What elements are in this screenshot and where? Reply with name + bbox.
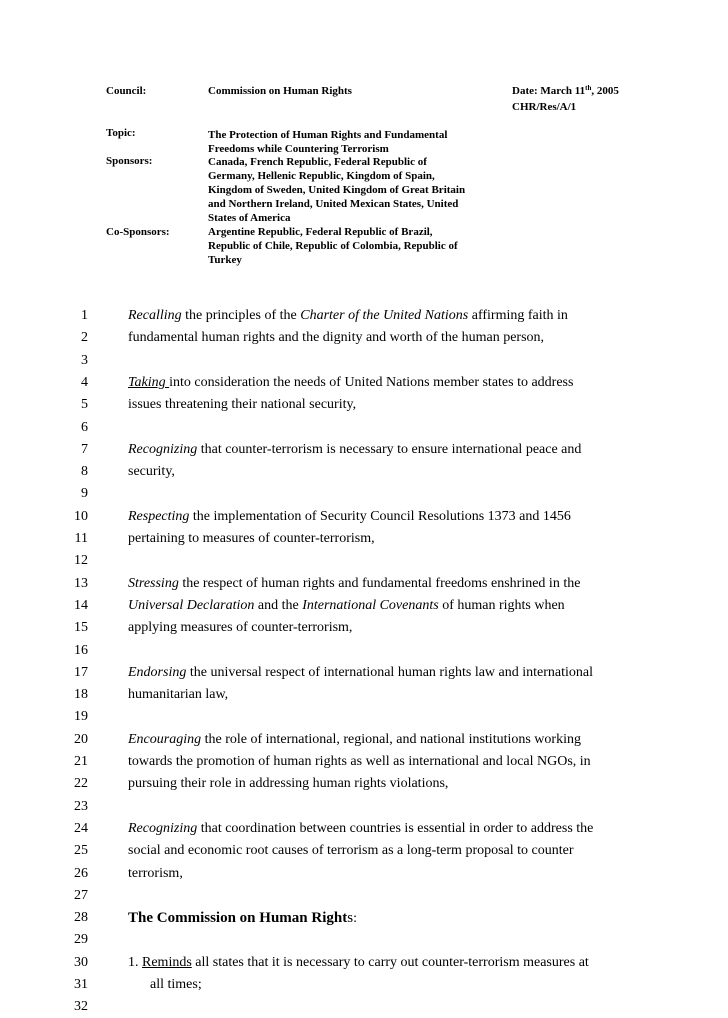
line-number: 20: [74, 732, 88, 747]
line-number: 29: [74, 932, 88, 947]
sponsors-line: Germany, Hellenic Republic, Kingdom of Spain,: [208, 170, 435, 182]
doc-line: [0, 417, 728, 439]
line-number: 9: [81, 486, 88, 501]
line-number: 13: [74, 576, 88, 591]
doc-line: [0, 617, 728, 639]
cosponsors-line: Turkey: [208, 254, 242, 266]
clause-text: pursuing their role in addressing human rights violations,: [128, 776, 449, 791]
line-number: 19: [74, 709, 88, 724]
line-number: 4: [81, 375, 88, 390]
doc-line: [0, 840, 728, 862]
line-number: 30: [74, 955, 88, 970]
clause-text: Encouraging the role of international, regional, and national institutions working: [128, 732, 581, 747]
doc-line: [0, 907, 728, 929]
clause-text: Recalling the principles of the Charter of the United Nations affirming faith in: [128, 308, 568, 323]
line-number: 32: [74, 999, 88, 1014]
doc-line: [0, 461, 728, 483]
doc-line: [0, 439, 728, 461]
line-number: 11: [74, 531, 88, 546]
cosponsors-label: Co-Sponsors:: [106, 226, 170, 238]
line-number: 24: [74, 821, 88, 836]
line-number: 27: [74, 888, 88, 903]
line-number: 1: [81, 308, 88, 323]
line-number: 31: [74, 977, 88, 992]
doc-line: [0, 483, 728, 505]
doc-line: [0, 729, 728, 751]
line-number: 3: [81, 353, 88, 368]
line-number: 2: [81, 330, 88, 345]
line-number: 25: [74, 843, 88, 858]
line-number: 7: [81, 442, 88, 457]
clause-text: social and economic root causes of terrorism as a long-term proposal to counter: [128, 843, 574, 858]
doc-line: [0, 751, 728, 773]
doc-line: [0, 550, 728, 572]
doc-line: [0, 996, 728, 1018]
doc-line: [0, 528, 728, 550]
doc-line: [0, 929, 728, 951]
clause-text: applying measures of counter-terrorism,: [128, 620, 353, 635]
topic-line: Freedoms while Countering Terrorism: [208, 143, 389, 155]
doc-line: [0, 305, 728, 327]
line-number: 10: [74, 509, 88, 524]
doc-line: [0, 640, 728, 662]
sponsors-line: Canada, French Republic, Federal Republic of: [208, 156, 427, 168]
doc-line: [0, 974, 728, 996]
clause-text: issues threatening their national security,: [128, 397, 357, 412]
line-number: 22: [74, 776, 88, 791]
clause-text: Recognizing that coordination between countries is essential in order to address the: [128, 821, 594, 836]
line-number: 17: [74, 665, 88, 680]
doc-line: [0, 952, 728, 974]
doc-line: [0, 684, 728, 706]
doc-line: [0, 350, 728, 372]
clause-text: humanitarian law,: [128, 687, 229, 702]
sponsors-line: States of America: [208, 212, 291, 224]
doc-line: [0, 818, 728, 840]
council-value: Commission on Human Rights: [208, 85, 352, 97]
topic-label: Topic:: [106, 127, 136, 139]
doc-line: [0, 863, 728, 885]
line-number: 21: [74, 754, 88, 769]
doc-line: [0, 327, 728, 349]
line-number: 14: [74, 598, 88, 613]
doc-line: [0, 662, 728, 684]
clause-text: security,: [128, 464, 175, 479]
line-number: 26: [74, 866, 88, 881]
line-number: 18: [74, 687, 88, 702]
clause-text: Recognizing that counter-terrorism is necessary to ensure international peace and: [128, 442, 582, 457]
clause-text: Stressing the respect of human rights and fundamental freedoms enshrined in the: [128, 576, 581, 591]
clause-text: Endorsing the universal respect of international human rights law and international: [128, 665, 593, 680]
doc-line: [0, 372, 728, 394]
clause-text: Universal Declaration and the International Covenants of human rights when: [128, 598, 565, 613]
doc-line: [0, 885, 728, 907]
doc-line: [0, 595, 728, 617]
section-heading: The Commission on Human Rights:: [128, 910, 357, 926]
clause-text: towards the promotion of human rights as well as international and local NGOs, in: [128, 754, 591, 769]
doc-line: [0, 796, 728, 818]
sponsors-line: and Northern Ireland, United Mexican States, United: [208, 198, 459, 210]
line-number: 16: [74, 643, 88, 658]
doc-line: [0, 706, 728, 728]
doc-line: [0, 394, 728, 416]
clause-text: Respecting the implementation of Security Council Resolutions 1373 and 1456: [128, 509, 571, 524]
line-number: 5: [81, 397, 88, 412]
document-code: CHR/Res/A/1: [512, 101, 577, 113]
doc-line: [0, 773, 728, 795]
date: Date: March 11th, 2005: [512, 84, 619, 97]
line-number: 6: [81, 420, 88, 435]
operative-clause: all times;: [150, 977, 202, 992]
line-number: 12: [74, 553, 88, 568]
clause-text: Taking into consideration the needs of United Nations member states to address: [128, 375, 574, 390]
line-number: 8: [81, 464, 88, 479]
line-number: 23: [74, 799, 88, 814]
cosponsors-line: Republic of Chile, Republic of Colombia, Republic of: [208, 240, 458, 252]
line-number: 28: [74, 910, 88, 925]
clause-text: fundamental human rights and the dignity and worth of the human person,: [128, 330, 545, 345]
line-number: 15: [74, 620, 88, 635]
clause-text: terrorism,: [128, 866, 183, 881]
sponsors-label: Sponsors:: [106, 155, 153, 167]
sponsors-line: Kingdom of Sweden, United Kingdom of Great Britain: [208, 184, 466, 196]
topic-line: The Protection of Human Rights and Fundamental: [208, 129, 448, 141]
doc-line: [0, 506, 728, 528]
clause-text: pertaining to measures of counter-terrorism,: [128, 531, 375, 546]
operative-clause: 1. Reminds all states that it is necessary to carry out counter-terrorism measures at: [128, 955, 589, 970]
doc-line: [0, 573, 728, 595]
cosponsors-line: Argentine Republic, Federal Republic of Brazil,: [208, 226, 433, 238]
council-label: Council:: [106, 85, 147, 97]
